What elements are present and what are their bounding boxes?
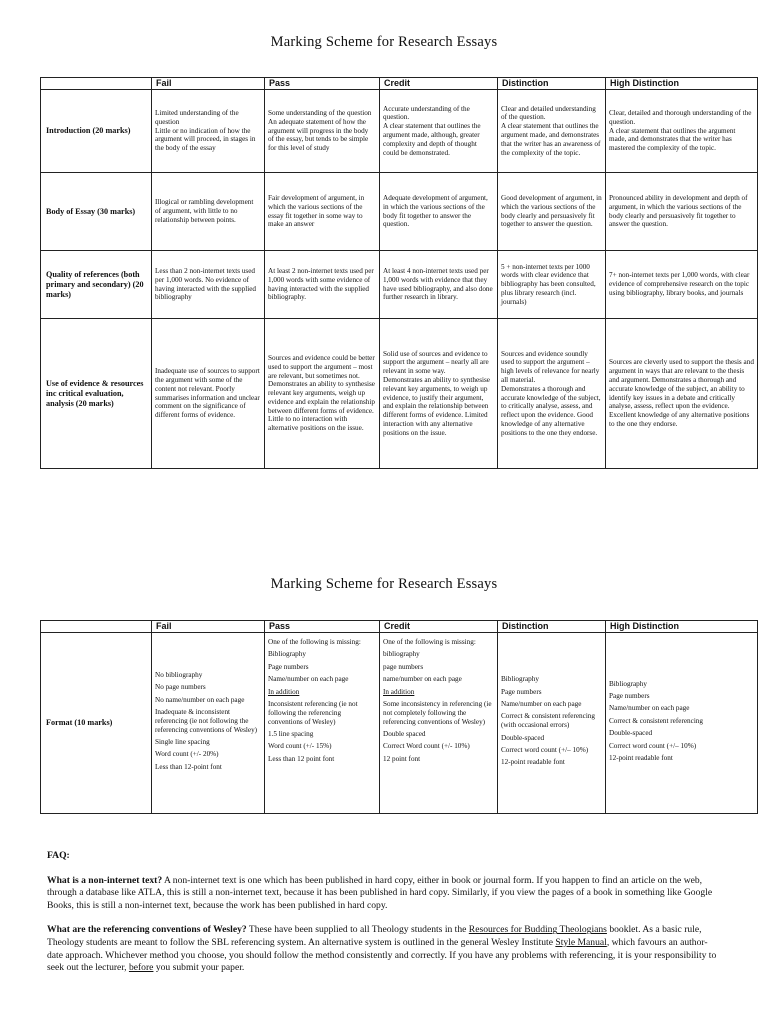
list-item: Page numbers (609, 692, 650, 701)
table-row (41, 633, 758, 814)
distinction-cell (498, 90, 606, 173)
list-item: No page numbers (155, 683, 206, 692)
pass-cell (265, 251, 380, 319)
style-manual-link[interactable]: Style Manual (555, 936, 607, 948)
in-addition-label: In addition (268, 687, 300, 696)
faq-heading (47, 850, 723, 863)
cell-text: Clear, detailed and thorough understanding of the question. A clear statement that outlines the argument made, and demonstrates that the writer has mastered the complexity of the topic. (609, 109, 752, 153)
list-item: 1.5 line spacing (268, 729, 314, 738)
list-item: One of the following is missing: (268, 638, 361, 646)
cell-text: Sources and evidence could be better used to support the argument – most are relevant, but sometimes not. Demonstrates an ability to synthesise relevant key arguments, weigh up evidence and explain the relationship between different forms of evidence. Little to no interaction with alternative positions on the issue. (268, 353, 375, 433)
list-item: Correct word count (+/– 10%) (501, 745, 589, 754)
credit-cell (380, 319, 498, 469)
list-item: 12 point font (383, 754, 421, 763)
header-cell-credit: Credit (380, 621, 498, 633)
table-row (41, 251, 758, 319)
credit-cell (380, 90, 498, 173)
fail-cell (152, 251, 265, 319)
criterion-cell: Body of Essay (30 marks) (41, 173, 152, 251)
faq-heading-text: FAQ: (47, 850, 70, 861)
fail-cell (152, 319, 265, 469)
pass-cell (265, 633, 380, 814)
criterion-cell: Format (10 marks) (41, 633, 152, 814)
faq-question: What are the referencing conventions of Wesley? (47, 924, 247, 936)
header-cell-criterion (41, 78, 152, 90)
cell-text: 5 + non-internet texts per 1000 words with clear evidence that bibliography has been consulted, plus library research (incl. journals) (501, 262, 596, 306)
distinction-cell (498, 173, 606, 251)
faq-answer-text: These have been supplied to all Theology students in the (246, 924, 469, 936)
cell-text: Good development of argument, in which the various sections of the body clearly and persuasively fit together to answer the question. (501, 193, 602, 229)
list-item: Name/number on each page (609, 704, 690, 713)
list-item: Less than 12-point font (155, 762, 222, 771)
list-item: 12-point readable font (501, 758, 565, 767)
list-item: Page numbers (501, 687, 542, 696)
list-item: Page numbers (268, 662, 309, 671)
list-item: Word count (+/- 20%) (155, 750, 219, 759)
pass-cell (265, 90, 380, 173)
pass-cell (265, 173, 380, 251)
faq-answer: A non-internet text is one which has been published in hard copy, either in book or journal form. If you happen to find an article on the web, through a database like ATLA, this is still a non-internet text, because it has been published in hard copy. Similarly, if you view the pages of a book in something like Google Books, this is still a non-internet text, because the work has been published in hard copy. (47, 874, 713, 911)
criterion-cell: Use of evidence & resources inc critical evaluation, analysis (20 marks) (41, 319, 152, 469)
header-cell-credit: Credit (380, 78, 498, 90)
high-distinction-cell (606, 251, 758, 319)
header-cell-distinction: Distinction (498, 78, 606, 90)
faq-question: What is a non-internet text? (47, 874, 163, 886)
header-row (41, 621, 758, 633)
criterion-cell: Introduction (20 marks) (41, 90, 152, 173)
cell-text: At least 2 non-internet texts used per 1,000 words with some evidence of having interacted with the supplied bibliography. (268, 266, 374, 302)
cell-text: Sources and evidence soundly used to support the argument – high levels of relevance for nearly all material. Demonstrates a thorough and accurate knowledge of the subject, to critically analyse, assess, and reflect upon the evidence. Good knowledge of any alternative positions to the one they endorse. (501, 349, 601, 437)
fail-cell (152, 90, 265, 173)
header-cell-pass: Pass (265, 621, 380, 633)
cell-text: Inadequate use of sources to support the argument with some of the content not relevant. Poorly summarises information and unclear comment on the significance of different forms of evidence. (155, 367, 260, 420)
list-item: Correct word count (+/– 10%) (609, 741, 697, 750)
cell-text: Solid use of sources and evidence to support the argument – nearly all are relevant in some way. Demonstrates an ability to synthesise relevant key arguments, to weigh up evidence, to justify their argument, and explain the relationship between different forms of evidence. Limited interaction with any alternative positions on the issue. (383, 349, 490, 437)
distinction-cell (498, 251, 606, 319)
cell-text: Adequate development of argument, in which the various sections of the body fit together to answer the question. (383, 193, 488, 229)
list-item: Inconsistent referencing (ie not following the referencing conventions of Wesley) (268, 699, 358, 726)
high-distinction-cell (606, 173, 758, 251)
in-addition-label: In addition (383, 687, 415, 696)
distinction-cell (498, 319, 606, 469)
table-row (41, 90, 758, 173)
list-item: Single line spacing (155, 737, 210, 746)
cell-text: At least 4 non-internet texts used per 1,000 words with evidence that they have used bibliography, and also done further research in library. (383, 266, 493, 302)
header-cell-distinction: Distinction (498, 621, 606, 633)
list-item: Word count (+/- 15%) (268, 742, 332, 751)
resources-link[interactable]: Resources for Budding Theologians (468, 924, 607, 936)
format-table (40, 620, 758, 814)
list-item: Double-spaced (609, 729, 653, 738)
high-distinction-cell (606, 633, 758, 814)
cell-text: Clear and detailed understanding of the question. A clear statement that outlines the argument made, and demonstrates that the writer has an awareness of the complexity of the topic. (501, 104, 601, 157)
pass-cell (265, 319, 380, 469)
faq-item (47, 875, 723, 913)
cell-text: Fair development of argument, in which the various sections of the essay fit together in some way to make an answer (268, 193, 365, 229)
header-cell-criterion (41, 621, 152, 633)
list-item: Bibliography (501, 675, 539, 684)
list-item: page numbers (383, 662, 424, 671)
fail-cell (152, 173, 265, 251)
page-title: Marking Scheme for Research Essays (270, 34, 498, 50)
list-item: name/number on each page (383, 675, 462, 684)
credit-cell (380, 173, 498, 251)
fail-cell (152, 633, 265, 814)
faq-item (47, 924, 723, 974)
header-cell-fail: Fail (152, 78, 265, 90)
section-title: Marking Scheme for Research Essays (270, 576, 498, 592)
faq-answer-text: booklet. As a basic rule, Theology students are meant to follow the SBL referencing system. An alternative system is outlined in the general Wesley Institute (47, 924, 702, 948)
list-item: No bibliography (155, 670, 203, 679)
list-item: bibliography (383, 650, 420, 659)
header-cell-high-distinction: High Distinction (606, 78, 758, 90)
rubric-table-content (40, 77, 758, 469)
table-row (41, 173, 758, 251)
criterion-cell: Quality of references (both primary and secondary) (20 marks) (41, 251, 152, 319)
list-item: Name/number on each page (268, 675, 349, 684)
list-item: One of the following is missing: (383, 638, 476, 646)
cell-text: Sources are cleverly used to support the thesis and argument in ways that are relevant to the thesis and argument. Demonstrates a thorough and accurate knowledge of the subject, an ability to identify key issues in a debate and critically analyse, assess, reflect upon the evidence. Excellent knowledge of any alternative positions to the one they endorse. (609, 358, 754, 428)
list-item: No name/number on each page (155, 695, 245, 704)
faq-answer-text: , which favours an author-date approach. Whichever method you choose, you should follow the method consistently and correctly. If you have any problems with referencing, it is your responsibility to seek out the lecturer, (47, 936, 717, 974)
list-item: Inadequate & inconsistent referencing (ie not following the referencing conventions of Wesley) (155, 708, 258, 734)
list-item: Double spaced (383, 729, 426, 738)
cell-text: Illogical or rambling development of argument, with little to no relationship between points. (155, 198, 254, 224)
cell-text: 7+ non-internet texts per 1,000 words, with clear evidence of comprehensive research on the topic using bibliography, library books, and journals (609, 271, 750, 297)
header-cell-high-distinction: High Distinction (606, 621, 758, 633)
credit-cell (380, 633, 498, 814)
cell-text: Accurate understanding of the question. A clear statement that outlines the argument made, although, greater complexity and depth of thought could be demonstrated. (383, 104, 481, 157)
distinction-cell (498, 633, 606, 814)
header-cell-fail: Fail (152, 621, 265, 633)
credit-cell (380, 251, 498, 319)
header-cell-pass: Pass (265, 78, 380, 90)
list-item: Less than 12 point font (268, 754, 335, 763)
list-item: Some inconsistency in referencing (ie not completely following the referencing conventions of Wesley) (383, 699, 492, 726)
faq-answer-text: you submit your paper. (153, 962, 245, 974)
list-item: Correct Word count (+/- 10%) (383, 742, 470, 751)
high-distinction-cell (606, 319, 758, 469)
faq-section (47, 850, 723, 987)
cell-text: Limited understanding of the question Little or no indication of how the argument will proceed, in stages in the body of the essay (155, 109, 256, 153)
cell-text: Some understanding of the question An adequate statement of how the argument will progress in the body of the essay, but tends to be simple for this level of study (268, 109, 372, 153)
list-item: Correct & consistent referencing (with occasional errors) (501, 712, 595, 730)
list-item: 12-point readable font (609, 753, 673, 762)
list-item: Bibliography (268, 650, 306, 659)
high-distinction-cell (606, 90, 758, 173)
cell-text: Pronounced ability in development and depth of argument, in which the various sections of the body clearly and persuasively fit together to answer the question. (609, 193, 748, 229)
table-row (41, 319, 758, 469)
list-item: Correct & consistent referencing (609, 716, 703, 725)
cell-text: Less than 2 non-internet texts used per 1,000 words. No evidence of having interacted with the supplied bibliography (155, 266, 256, 302)
list-item: Name/number on each page (501, 700, 582, 709)
list-item: Bibliography (609, 679, 647, 688)
before-emphasis: before (128, 962, 154, 974)
list-item: Double-spaced (501, 733, 545, 742)
header-row (41, 78, 758, 90)
